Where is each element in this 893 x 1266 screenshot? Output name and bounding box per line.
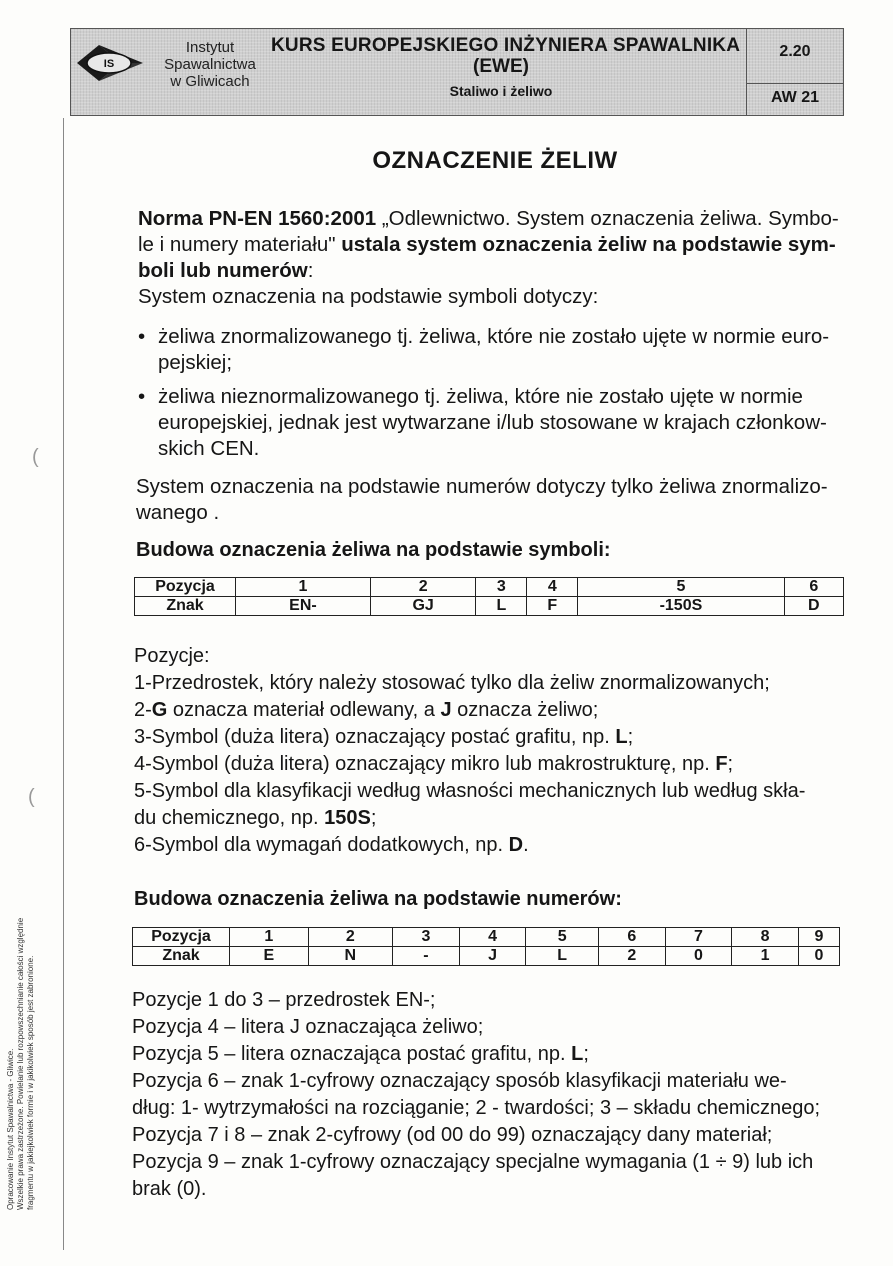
page-code: 2.20 (779, 43, 811, 60)
copyright-line: fragmentu w jakiejkolwiek formie i w jakikolwiek sposób jest zabronione. (26, 955, 35, 1210)
numbers-explanations (132, 987, 820, 1203)
table-cell: 6 (598, 928, 665, 947)
text-run: ; (727, 753, 734, 775)
table-cell: GJ (370, 597, 476, 616)
table-cell: F (527, 597, 578, 616)
text-line: Pozycje: (134, 645, 210, 667)
table-cell: 8 (732, 928, 799, 947)
text-run: 4-Symbol (duża litera) oznaczający mikro lub makrostrukturę, np. (134, 753, 716, 775)
text-line: 1-Przedrostek, który należy stosować tylko dla żeliw znormalizowanych; (134, 672, 770, 694)
course-abbr: (EWE) (473, 56, 529, 77)
svg-text:IS: IS (103, 58, 115, 70)
text-run: oznacza materiał odlewany, a (167, 699, 441, 721)
course-title: KURS EUROPEJSKIEGO INŻYNIERA SPAWALNIKA (271, 35, 741, 56)
institute-line: Spawalnictwa (164, 56, 256, 73)
norm-number: Norma PN-EN 1560:2001 (138, 207, 377, 230)
text-run: ; (583, 1043, 589, 1065)
text-line (134, 751, 805, 778)
table-cell: 5 (578, 578, 784, 597)
norm-statement: ustala system oznaczenia żeliw na podstawie sym- (341, 233, 836, 256)
colon: : (307, 259, 314, 282)
table-cell: E (230, 947, 309, 966)
text-line (134, 697, 805, 724)
text-run: J (440, 699, 452, 721)
list-item (138, 384, 858, 462)
margin-mark: ( (28, 786, 35, 808)
text-line (134, 832, 805, 859)
text-run: D (508, 834, 524, 856)
table-cell: 1 (236, 578, 371, 597)
copyright-note (6, 880, 36, 1210)
numbers-heading: Budowa oznaczenia żeliwa na podstawie numerów: (134, 888, 622, 910)
numbers-intro-line: System oznaczenia na podstawie numerów dotyczy tylko żeliwa znormalizo- (136, 475, 828, 498)
bullet-icon: • (138, 325, 146, 348)
table-cell: -150S (578, 597, 784, 616)
institute-logo-icon (75, 41, 145, 85)
list-item-line: żeliwa nieznormalizowanego tj. żeliwa, które nie zostało ujęte w normie (158, 385, 803, 408)
symbols-heading: Budowa oznaczenia żeliwa na podstawie symboli: (136, 539, 611, 561)
institute-name (155, 39, 265, 90)
table-cell: 9 (799, 928, 840, 947)
text-run: L (571, 1043, 584, 1065)
text-line: brak (0). (132, 1178, 207, 1200)
table-row-label: Pozycja (133, 928, 230, 947)
table-cell: 2 (598, 947, 665, 966)
text-run: 150S (324, 807, 371, 829)
symbols-explanations (134, 643, 805, 859)
table-cell: 2 (308, 928, 393, 947)
text-run: 3-Symbol (duża litera) oznaczający postać grafitu, np. (134, 726, 616, 748)
text-line: dług: 1- wytrzymałości na rozciąganie; 2 - twardości; 3 – składu chemicznego; (132, 1097, 821, 1119)
table-row-label: Znak (133, 947, 230, 966)
numbers-intro-line: wanego . (136, 501, 220, 524)
text-run: ; (627, 726, 634, 748)
table-cell: 3 (393, 928, 460, 947)
table-row-label: Znak (135, 597, 236, 616)
list-item-line: pejskiej; (158, 351, 233, 374)
table-cell: 1 (732, 947, 799, 966)
text-run: ; (370, 807, 377, 829)
symbols-intro: System oznaczenia na podstawie symboli dotyczy: (138, 285, 599, 308)
text-run: . (523, 834, 529, 856)
bullet-icon: • (138, 385, 146, 408)
table-cell: 7 (665, 928, 732, 947)
page-title: OZNACZENIE ŻELIW (372, 147, 618, 174)
symbols-table (134, 577, 844, 616)
institute-line: w Gliwicach (170, 73, 250, 90)
text-run: F (715, 753, 728, 775)
list-item (138, 324, 858, 376)
text-run: G (151, 699, 168, 721)
numbers-table (132, 927, 840, 966)
copyright-line: Wszelkie prawa zastrzeżone. Powielanie lub rozpowszechnianie całości względnie (16, 917, 25, 1210)
numbers-intro (136, 474, 856, 526)
norm-title: le i numery materiału" (138, 233, 342, 256)
table-cell: - (393, 947, 460, 966)
list-item-line: skich CEN. (158, 437, 260, 460)
course-subject: Staliwo i żeliwo (449, 83, 553, 99)
text-line: Pozycja 4 – litera J oznaczająca żeliwo; (132, 1016, 484, 1038)
table-cell: J (459, 947, 526, 966)
norm-title: „Odlewnictwo. System oznaczenia żeliwa. Symbo- (376, 207, 839, 230)
table-row-label: Pozycja (135, 578, 236, 597)
table-cell: 0 (799, 947, 840, 966)
table-row (135, 578, 844, 597)
table-cell: 1 (230, 928, 309, 947)
table-cell: N (308, 947, 393, 966)
text-run: 2- (134, 699, 152, 721)
table-cell: 6 (784, 578, 843, 597)
table-cell: 5 (526, 928, 599, 947)
doc-code: AW 21 (770, 89, 819, 106)
table-cell: D (784, 597, 843, 616)
table-row (133, 928, 840, 947)
table-cell: 4 (459, 928, 526, 947)
table-cell: L (526, 947, 599, 966)
table-cell: 0 (665, 947, 732, 966)
list-item-line: żeliwa znormalizowanego tj. żeliwa, które nie zostało ujęte w normie euro- (158, 325, 830, 348)
text-line (134, 805, 805, 832)
table-row (135, 597, 844, 616)
norm-statement: boli lub numerów (138, 259, 308, 282)
margin-mark: ( (32, 446, 39, 468)
text-line (132, 1041, 820, 1068)
text-run: oznacza żeliwo; (451, 699, 599, 721)
text-run: Pozycja 5 – litera oznaczająca postać grafitu, np. (132, 1043, 572, 1065)
header-divider-horizontal (746, 83, 843, 84)
table-cell: 3 (476, 578, 527, 597)
text-line: Pozycja 6 – znak 1-cyfrowy oznaczający sposób klasyfikacji materiału we- (132, 1070, 787, 1092)
list-item-line: europejskiej, jednak jest wytwarzane i/lub stosowane w krajach członkow- (158, 411, 827, 434)
text-run: du chemicznego, np. (134, 807, 325, 829)
text-line (134, 724, 805, 751)
table-row (133, 947, 840, 966)
table-cell: EN- (236, 597, 371, 616)
table-cell: 2 (370, 578, 476, 597)
text-line: Pozycja 7 i 8 – znak 2-cyfrowy (od 00 do 99) oznaczający dany materiał; (132, 1124, 773, 1146)
copyright-line: Opracowanie Instytut Spawalnictwa - Gliwice. (6, 1048, 15, 1210)
course-block (271, 35, 741, 102)
text-run: L (615, 726, 628, 748)
table-cell: 4 (527, 578, 578, 597)
institute-line: Instytut (185, 39, 235, 56)
margin-rule (63, 118, 64, 1250)
intro-paragraph (138, 206, 858, 310)
text-line: 5-Symbol dla klasyfikacji według własności mechanicznych lub według skła- (134, 780, 806, 802)
text-run: 6-Symbol dla wymagań dodatkowych, np. (134, 834, 509, 856)
text-line: Pozycja 9 – znak 1-cyfrowy oznaczający specjalne wymagania (1 ÷ 9) lub ich (132, 1151, 814, 1173)
table-cell: L (476, 597, 527, 616)
text-line: Pozycje 1 do 3 – przedrostek EN-; (132, 989, 436, 1011)
page-header (70, 28, 844, 116)
